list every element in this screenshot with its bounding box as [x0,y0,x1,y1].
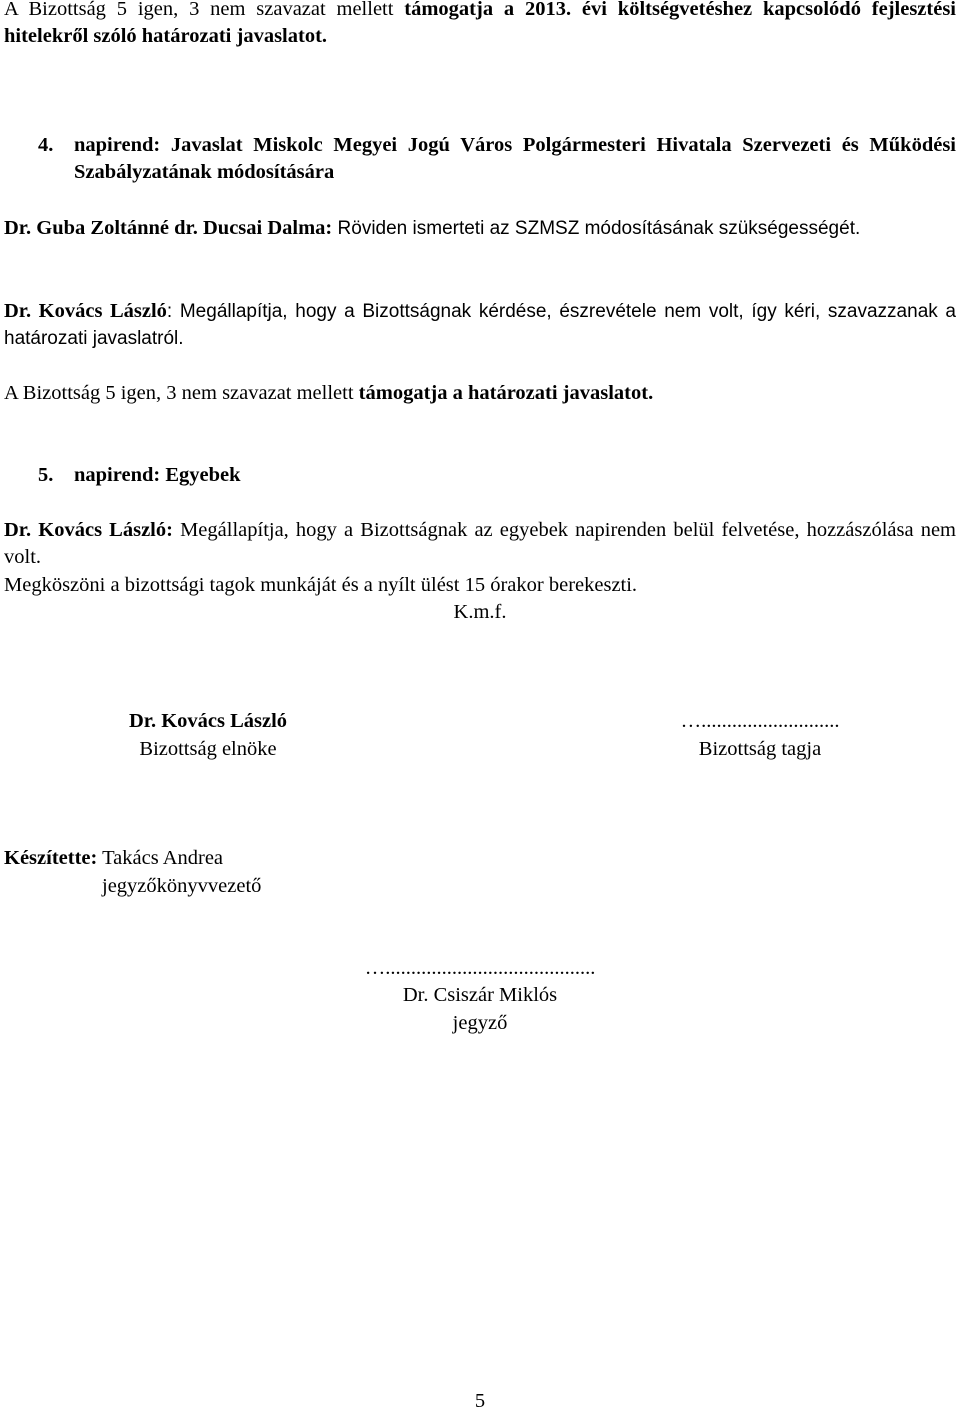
vote-prefix: A Bizottság 5 igen, 3 nem szavazat mellett [4,382,359,404]
page-number: 5 [474,1390,486,1412]
prepared-by-line [4,845,223,872]
kovacs-text-1: : Megállapítja, hogy a Bizottságnak kérdése, észrevétele nem volt, így kéri, szavazzanak a határozati javaslatról. [4,301,956,349]
vote-bold: támogatja a határozati javaslatot. [358,382,654,404]
item4-title: napirend: Javaslat Miskolc Megyei Jogú Város Polgármesteri Hivatala Szervezeti és Működési Szabályzatának módosítására [74,134,956,183]
signature-left-name: Dr. Kovács László [128,710,288,732]
signature-right-role: Bizottság tagja [698,738,822,760]
guba-paragraph [4,215,956,242]
top-vote-bold: támogatja a 2013. évi költségvetéshez kapcsolódó fejlesztési hitelekről szóló határozati javaslatot. [4,0,956,47]
item4-number: 4. [38,134,54,156]
top-vote-prefix: A Bizottság 5 igen, 3 nem szavazat mellett [4,0,405,20]
prepared-by-role: jegyzőkönyvvezető [102,875,262,897]
item5-title: napirend: Egyebek [74,464,241,486]
prepared-by-label: Készítette: [4,847,98,869]
guba-speaker: Dr. Guba Zoltánné dr. Ducsai Dalma: [4,217,333,239]
closing-sentence: Megköszöni a bizottsági tagok munkáját és a nyílt ülést 15 órakor berekeszti. [4,574,638,596]
kovacs-paragraph-1 [4,298,956,352]
kovacs-paragraph-2 [4,517,956,571]
prepared-by-name: Takács Andrea [97,847,224,869]
notary-dots: …......................................... [364,957,596,979]
signature-right-dots: …........................... [680,710,840,732]
notary-role: jegyző [452,1012,508,1034]
guba-text: Röviden ismerteti az SZMSZ módosításának szükségességét. [332,218,861,239]
kmf-label: K.m.f. [453,601,507,623]
kovacs-text-2: Megállapítja, hogy a Bizottságnak az egyebek napirenden belül felvetése, hozzászólása nem volt. [4,519,956,568]
kovacs-speaker-1: Dr. Kovács László [4,300,167,322]
item5-number: 5. [38,464,54,486]
kovacs-speaker-2: Dr. Kovács László: [4,519,173,541]
vote-paragraph [4,380,956,407]
top-vote-paragraph [4,0,956,50]
notary-name: Dr. Csiszár Miklós [402,984,558,1006]
signature-left-role: Bizottság elnöke [139,738,277,760]
